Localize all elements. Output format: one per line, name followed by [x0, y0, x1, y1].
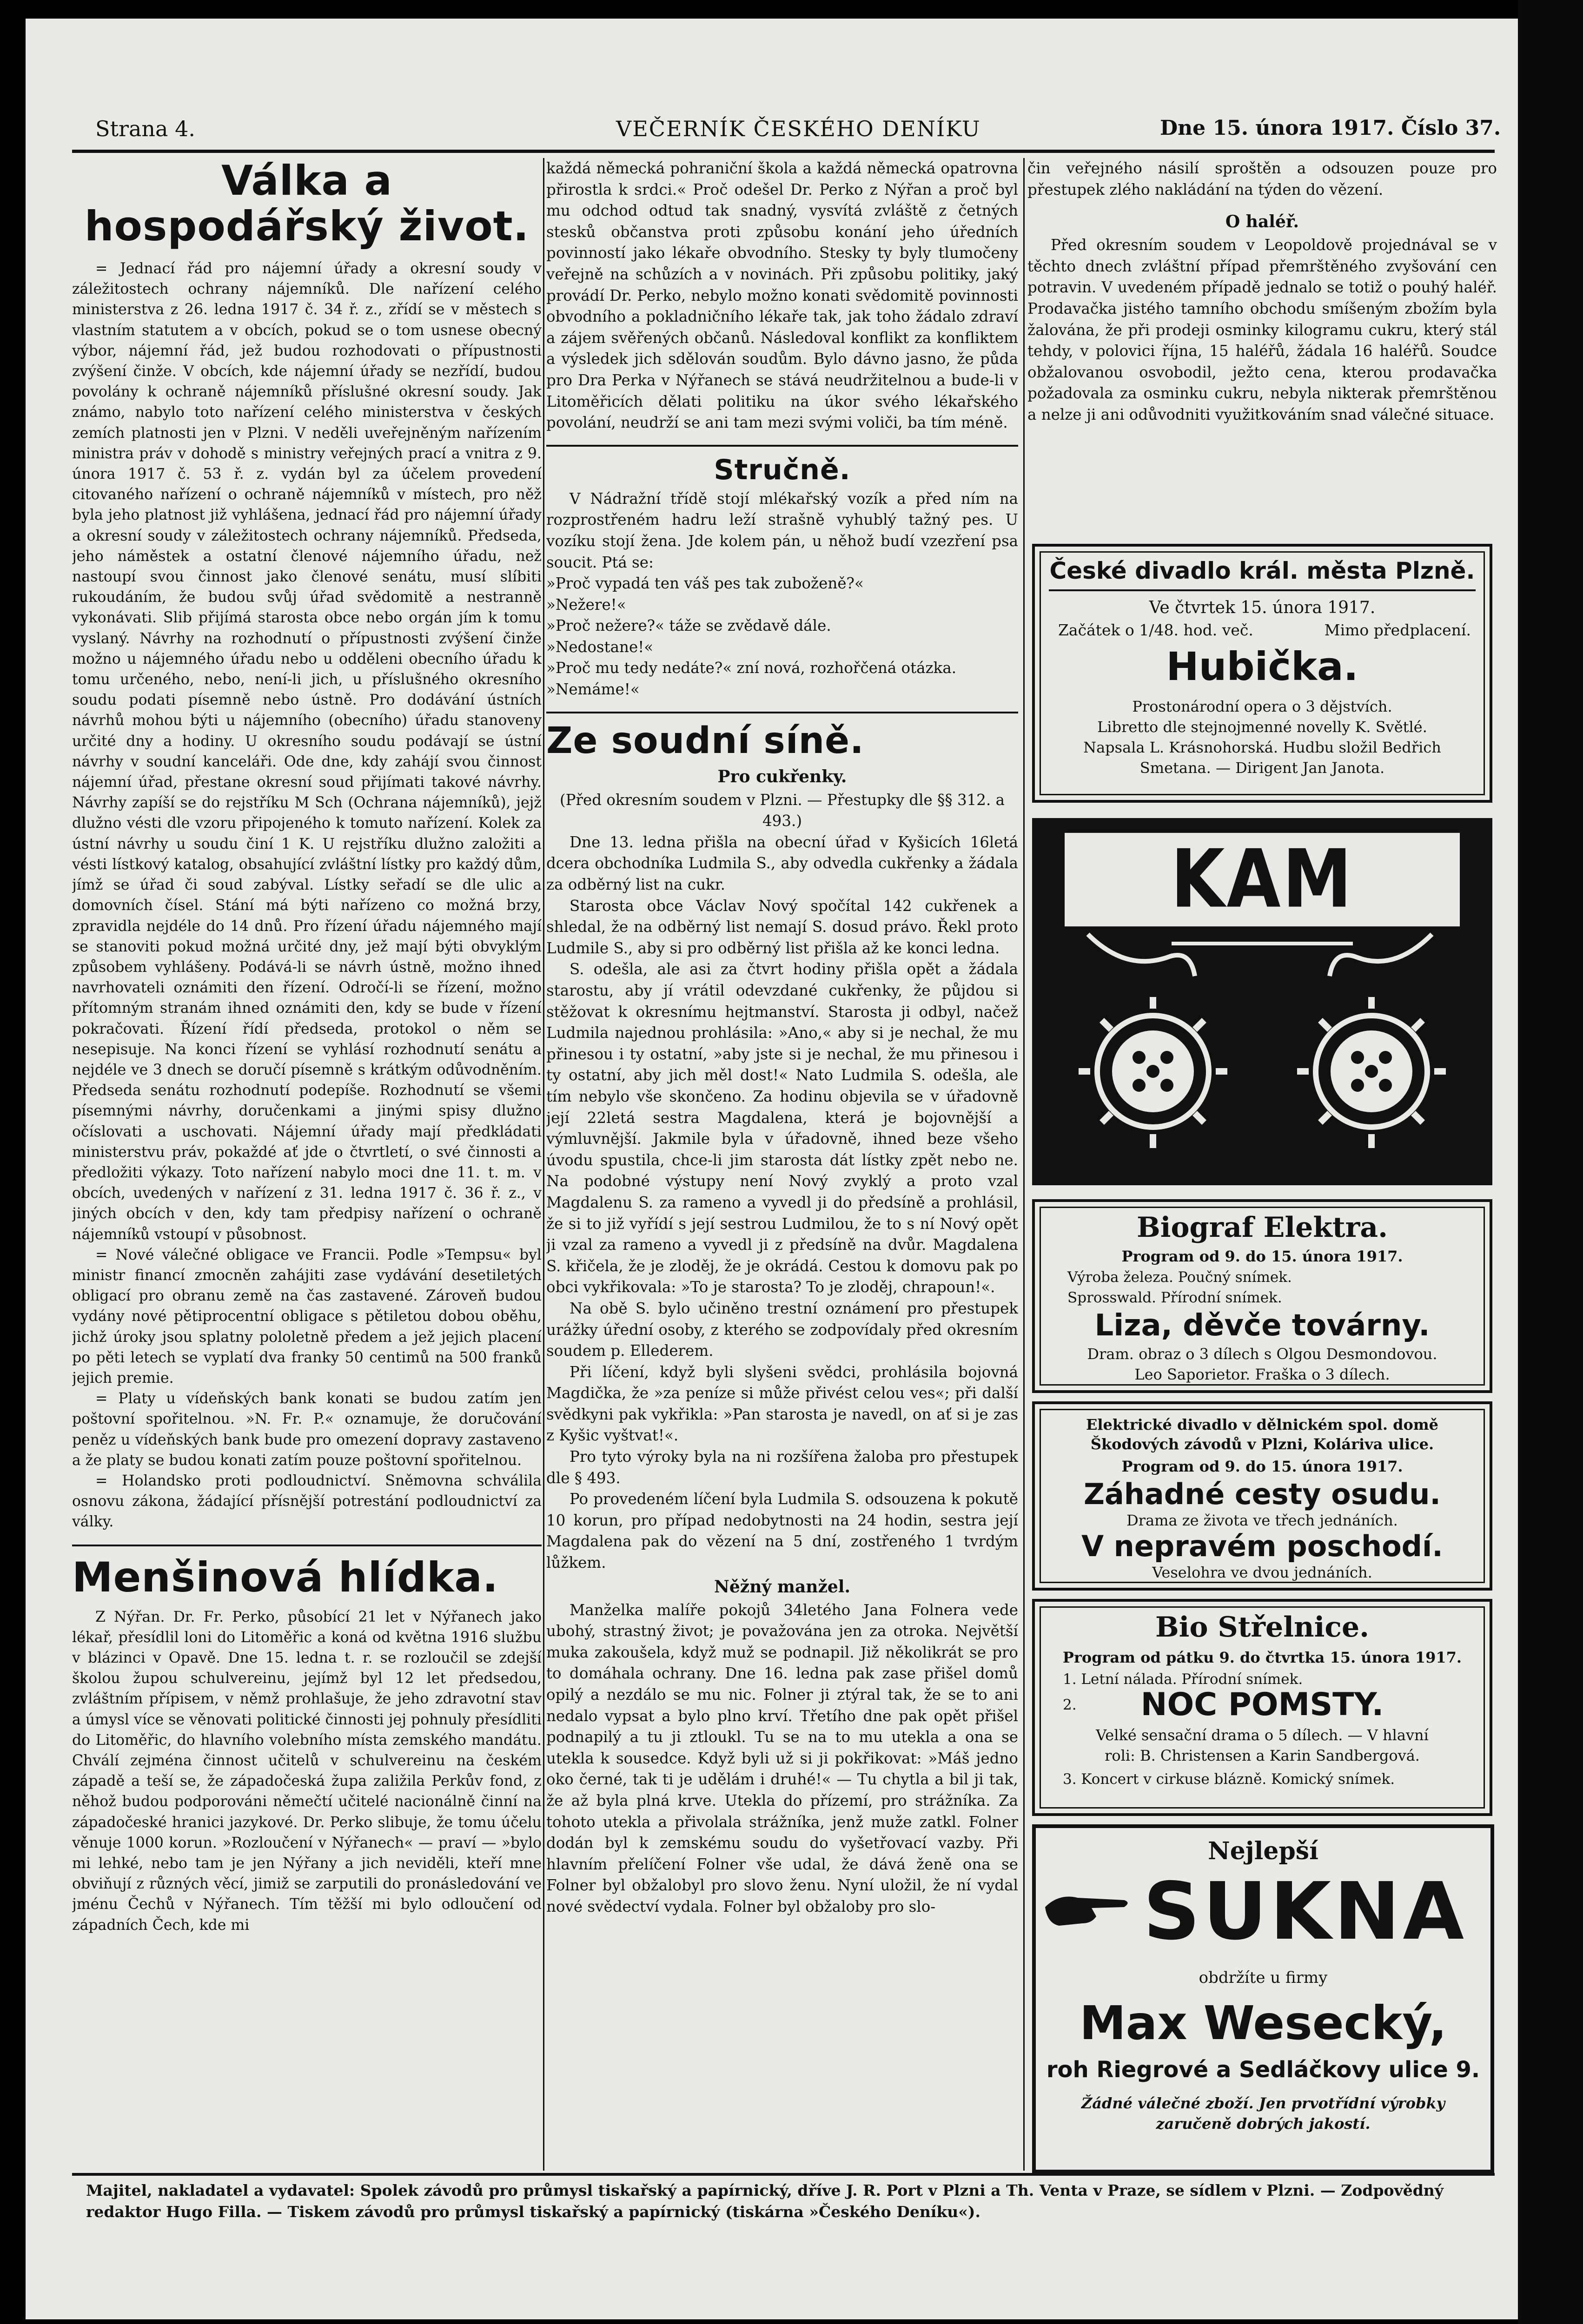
- theatre-play: Hubička.: [1166, 644, 1358, 689]
- header-rule: [72, 150, 1495, 153]
- skoda-feature: V nepravém poschodí.: [1081, 1529, 1443, 1563]
- biograf-feature: Liza, děvče továrny.: [1094, 1308, 1430, 1343]
- sukna-address: roh Riegrové a Sedláčkovy ulice 9.: [1046, 2057, 1480, 2083]
- skoda-title: Škodových závodů v Plzni, Koláriva ulice.: [1090, 1435, 1434, 1453]
- section-rule: [546, 445, 1018, 447]
- page-header: [26, 102, 1518, 144]
- theatre-desc: Libretto dle stejnojmenné novelly K. Světlé.: [1097, 718, 1427, 736]
- article-paragraph: = Platy u vídeňských bank konati se budou zatím jen poštovní spořitelnou. »N. Fr. P.« oznamuje, že doručování peněz u vídeňských bank bude pro omezení dopravy zastaveno a že platy se budou konati zatím pouze poštovní spořitelnou.: [72, 1390, 542, 1469]
- article-continuation: každá německá pohraniční škola a každá německá opatrovna přirostla k srdci.« Proč odešel Dr. Perko z Nýřan a proč byl mu odchod odtud tak snadný, vysvítá zvláště z četných stesků občanstva proti způsobu konání jeho úředních povinností jako lékaře obvodního. Stesky ty byly tlumočeny veřejně na schůzích a v novinách. Při způsobu politiky, jaký provádí Dr. Perko, nebylo možno konati svědomitě povinnosti obvodního a pokladničního lékaře tak, jak toho žádalo zdraví a zájem svěřených občanů. Následoval konflikt za konfliktem a výsledek jich sdělován soudům. Bylo dávno jasno, že půda pro Dra Perka v Nýřanech se stává neudržitelnou a bude-li v Litoměřicích dělati politiku na úkor svého lékařského povolání, neudrží se ani tam mezi svými voliči, ba tím méně.: [546, 159, 1018, 432]
- section-rule: [72, 1545, 542, 1546]
- article-paragraph: = Nové válečné obligace ve Francii. Podle »Tempsu« byl ministr financí zmocněn zahájiti zase vydávání desetiletých obligací pro obranu země na čas zastavené. Zároveň budou vydány nové pětiprocentní obligace s pětiletou dobou oběhu, jichž úroky jsou splatny pololetně předem a jež jejich placení po pěti letech se vyplatí dva franky 50 centimů na 500 franků jejich premie.: [72, 1246, 542, 1386]
- biograf-title: Biograf Elektra.: [1136, 1211, 1388, 1244]
- biograf-line: Sprosswald. Přírodní snímek.: [1067, 1289, 1282, 1306]
- ad-rule: [1049, 589, 1476, 591]
- article-paragraph: = Holandsko proti podloudnictví. Sněmovna schválila osnovu zákona, žádající přísnější potrestání podloudnictví za války.: [72, 1472, 542, 1531]
- sukna-word: SUKNA: [1143, 1866, 1467, 1958]
- newspaper-page: [26, 19, 1518, 2319]
- kam-dnes-ad: [1032, 818, 1492, 1185]
- bio-feature: NOC POMSTY.: [1140, 1686, 1384, 1723]
- husband-title: Něžný manžel.: [714, 1577, 851, 1597]
- brief-line: »Nemáme!«: [546, 680, 640, 699]
- sukna-best: Nejlepší: [1208, 1837, 1318, 1865]
- bio-line: roli: B. Christensen a Karin Sandbergová.: [1105, 1747, 1420, 1764]
- court-title: Ze soudní síně.: [546, 720, 864, 762]
- brief-line: »Proč nežere?« táže se zvědavě dále.: [546, 617, 831, 635]
- theatre-desc: Prostonárodní opera o 3 dějstvích.: [1132, 698, 1392, 715]
- article-paragraph: Manželka malíře pokojů 34letého Jana Folnera vede ubohý, strastný život; je považována jen za otroka. Největší muka zakoušela, když muž se podnapil. Již několikrát se pro to domáhala ochrany. Dne 16. ledna pak zase přišel domů opilý a nezdálo se mu nic. Folner ji ztýral tak, že se to ani nedalo vypsat a bylo plno krví. Třetího dne pak opět přišel podnapilý a tu ji ztloukl. Tu se na to mu utekla a ona se utekla k sousedce. Když byli už si ji pokřikovat: »Máš jedno oko černé, tak ti je udělám i druhé!« — Tu chytla a bil ji tak, že až byla plná krve. Utekla do přízemí, pro strážníka. Za tohoto utekla a přivolala strážníka, jenž muže zatkl. Folner dodán byl k zemskému soudu do vyšetřovací vazby. Při hlavním přelíčení Folner vše udal, že dává ženě ona se Folner byl obžalobyl pro slovo ženu. Nyní uložil, že ní vydal nové svědectví vydala. Folner byl obžaloby pro slo-: [546, 1601, 1018, 1915]
- section-rule: [546, 712, 1018, 713]
- imprint-footer: [86, 2180, 1495, 2223]
- bio-line: 1. Letní nálada. Přírodní snímek.: [1063, 1671, 1303, 1688]
- article-paragraph: = Jednací řád pro nájemní úřady a okresní soudy v záležitostech ochrany nájemníků. Dle nařízení celého ministerstva z 26. ledna 1917 č. 34 ř. z., zřídí se v městech s vlastním statutem a v obcích, pokud se o tom usnese obecný výbor, nájemní řád, jež budou rozhodovati o přípustnosti zvýšení činže. V obcích, kde nájemní úřady se nezřídí, budou povolány k ochraně nájemníků příslušné okresní soudy. Jak známo, nabylo toto nařízení celého ministerstva v českých zemích platnosti jen v Plzni. V neděli uveřejněným nařízením ministra práv v dohodě s ministry veřejných prací a vnitra z 9. února 1917 č. 53 ř. z. vydán byl za účelem provedení citovaného nařízení o ochraně nájemníků v místech, pro něž byla jeho platnost již vyhlášena, jednací řád pro nájemní úřady a okresní soudy v záležitostech ochrany nájemníků. Předseda, jeho náměstek a ostatní členové nájemního úřadu, než nastoupí svou činnost jako členové senátu, musí slíbiti rukoudáním, že budou svůj úřad svědomitě a nestranně vykonávati. Slib přijímá starosta obce nebo orgán jím k tomu vyslaný. Návrhy na rozhodnutí o přípustnosti zvýšení činže možno u nájemného úřadu nebo u odděleni obecního úřadu k tomu určeného, nebo, není-li jich, u příslušného okresního soudu podati písemně nebo ústně. Pro dodávání ústních návrhů mohou býti u nájemního (obecního) úřadu stanoveny určité dny a hodiny. U okresního soudu podávají se ústní návrhy v soudní kanceláři. Ode dne, kdy zahájí svou činnost nájemní úřad, přestane okresní soud přijímati takové návrhy. Návrhy zapíší se do rejstříku M Sch (Ochrana nájemníků), jejž dlužno vésti dle vzoru připojeného k tomuto nařízení. Kolek za ústní návrhy u soudu činí 1 K. U rejstříku dlužno založiti a vésti lístkový katalog, obsahující zvláštní lístky pro každý dům, jímž se úřad či soud zabýval. Lístky seřadí se dle ulic a domovních čísel. Stání má býti nařízeno co možná brzy, zpravidla nejdéle do 14 dnů. Pro řízení úřadu nájemného mají se stanoviti pokud možná určité dny, jež mají býti obvyklým způsobem vyhlášeny. Podává-li se návrh ústně, možno ihned navrhovateli oznámiti den řízení. Odročí-li se řízení, možno přítomným stranám ihned oznámiti den, kdy se bude v řízení pokračovati. Řízení řídí předseda, protokol o něm se nesepisuje. Na konci řízení se vyhlásí rozhodnutí senátu a nejdéle ve 3 dnech se doručí písemně s krátkým odůvodněním. Předseda senátu rozhodnutí podepíše. Rozhodnutí se všemi písemnými návrhy, doručenkami a jinými spisy dlužno očíslovati a uschovati. Nájemní úřady mají předkládati ministerstvu práv, pokaždé ať jde o čtvrtletí, o své činnosti a předložiti výkazy. Toto nařízení nabylo moci dne 11. t. m. v obcích, uvedených v nařízení z 31. ledna 1917 č. 36 ř. z., v jiných obcích v den, kdy tam předpisy nařízení o ochraně nájemníků vstoupí v působnost.: [72, 260, 542, 1243]
- theatre-title: České divadlo král. města Plzně.: [1049, 557, 1475, 584]
- imprint-text: Majitel, nakladatel a vydavatel: Spolek závodů pro průmysl tiskařský a papírnický, dříve J. R. Port v Plzni a Th. Venta v Praze, se sídlem v Plzni. — Zodpovědný redaktor Hugo Filla. — Tiskem závodů pro průmysl tiskařský a papírnický (tiskárna »Českého Deníku«).: [86, 2181, 1444, 2221]
- article-continuation: čin veřejného násilí sproštěn a odsouzen pouze pro přestupek zlého nakládání na týden do vězení.: [1027, 159, 1497, 198]
- brief-line: »Proč mu tedy nedáte?« zní nová, rozhořčená otázka.: [546, 659, 957, 677]
- bio-strelnice-ad: [1032, 1599, 1492, 1816]
- bio-line: 3. Koncert v cirkuse blázně. Komický snímek.: [1063, 1771, 1395, 1788]
- war-economy-title: Válka a hospodářský život.: [84, 158, 530, 250]
- brief-title: Stručně.: [714, 453, 851, 486]
- article-paragraph: Dne 13. ledna přišla na obecní úřad v Kyšicích 16letá dcera obchodníka Ludmila S., aby odvedla cukřenky a žádala za odběrný list na cukr.: [546, 833, 1018, 894]
- brief-line: »Nedostane!«: [546, 638, 654, 656]
- biograf-line: Výroba železa. Poučný snímek.: [1067, 1269, 1292, 1286]
- theatre-date: Ve čtvrtek 15. února 1917.: [1149, 598, 1376, 617]
- bio-title: Bio Střelnice.: [1155, 1611, 1370, 1644]
- biograf-line: Dram. obraz o 3 dílech s Olgou Desmondovou.: [1087, 1345, 1437, 1363]
- sukna-note: zaručeně dobrých jakostí.: [1156, 2115, 1371, 2133]
- bio-program: Program od pátku 9. do čtvrtka 15. února 1917.: [1062, 1649, 1462, 1666]
- article-paragraph: Pro tyto výroky byla na ni rozšířena žaloba pro přestupek dle § 493.: [546, 1448, 1018, 1487]
- issue-date: Dne 15. února 1917. Číslo 37.: [1160, 116, 1501, 140]
- masthead: VEČERNÍK ČESKÉHO DENÍKU: [616, 116, 981, 141]
- column-1: [72, 158, 542, 2171]
- lanterns-illustration: [1032, 818, 1492, 1185]
- biograf-elektra-ad: [1032, 1199, 1492, 1393]
- skoda-title: Elektrické divadlo v dělnickém spol. domě: [1086, 1416, 1439, 1433]
- theatre-mimo: Mimo předplacení.: [1324, 621, 1471, 639]
- sukna-note: Žádné válečné zboží. Jen prvotřídní výrobky: [1081, 2094, 1445, 2112]
- bio-line: Velké sensační drama o 5 dílech. — V hlavní: [1096, 1726, 1429, 1744]
- biograf-program: Program od 9. do 15. února 1917.: [1121, 1248, 1403, 1265]
- page-number: Strana 4.: [95, 116, 195, 141]
- kam-dnes-banner: KAM DNES?: [1065, 833, 1460, 926]
- skoda-desc: Veselohra ve dvou jednáních.: [1152, 1564, 1372, 1581]
- sukna-ad: [1032, 1824, 1494, 2173]
- sugar-title: Pro cukřenky.: [717, 766, 847, 786]
- sugar-subtitle: (Před okresním soudem v Plzni. — Přestupky dle §§ 312. a 493.): [559, 791, 1005, 830]
- bio-line: 2.: [1063, 1697, 1077, 1713]
- article-paragraph: Při líčení, když byli slyšeni svědci, prohlásila bojovná Magdička, že »za peníze si může přivést celou ves«; při další svědkyni pak vykřikla: »Pan starosta je navedl, on ať si je zas z Kyšic vyštvat!«.: [546, 1363, 1018, 1445]
- theatre-ad: [1032, 544, 1492, 803]
- skoda-theatre-ad: [1032, 1401, 1492, 1591]
- article-paragraph: S. odešla, ale asi za čtvrt hodiny přišla opět a žádala starostu, aby jí vrátil odevzdané cukřenky, že půjdou si stěžovat k okresnímu hejtmanství. Starosta ji odbyl, načež Ludmila najednou prohlásila: »Ano,« aby si je nechal, že mu přinesou i ty ostatní, »aby jste si je nechal, že mu přinesou i ty ostatní, aby jich měl dost!« Nato Ludmila S. odešla, ale tím nebylo vše skončeno. Za hodinu objevila se v úřadovně její 22letá sestra Magdalena, která je bojovnější a výmluvnější. Jakmile byla v úřadovně, ihned beze všeho úvodu spustila, chce-li jim starosta dát lístky zpět nebo ne. Na podobné výstupy není Nový zvyklý a proto vzal Magdalenu S. za rameno a vyvedl ji do předsíně a prohlásil, že si to již vyřídí s její sestrou Ludmilou, že to s ní Nový opět ji vzal za rameno a vyvedl ji z předsíně na dvůr. Magdalena S. křičela, že je zloděj, že je okrádá. Cestou k domovu pak po obci vykřikovala: »To je starosta? To je zloděj, chrapoun!«.: [546, 960, 1018, 1296]
- skoda-program: Program od 9. do 15. února 1917.: [1121, 1458, 1403, 1475]
- skoda-desc: Drama ze života ve třech jednáních.: [1126, 1512, 1398, 1529]
- article-paragraph: Z Nýřan. Dr. Fr. Perko, působící 21 let v Nýřanech jako lékař, přesídlil loni do Litoměřic a koná od května 1916 službu v blázinci v Opavě. Dne 15. ledna t. r. se rozloučil se zdejší školou župou schulvereinu, jejímž byl 12 let předsedou, zvláštním přípisem, v němž prohlašuje, že jeho zdravotní stav a úmysl více se věnovati politické činnosti jej pohnuly přesídliti do Litoměřic, do hlavního volebního místa zemského mandátu. Chválí zejména činnost učitelů v schulvereinu na českém západě a teší se, že západočeská župa zaližila Perkův fond, z něhož budou podporováni němečtí učitelé nacionálně činní na západočeské hranici jazykové. Dr. Perko slibuje, že tomu účelu věnuje 1000 korun. »Rozloučení v Nýřanech« — praví — »bylo mi lehké, nebo tam je jen Nýřany a jich neviděli, kteří mne obviňují z různých věcí, jimiž se zarputili do pronásledování ve jménu Čechů v Nýřanech. Tím těžší mi bylo odloučení od západních Čech, kde mi: [72, 1608, 542, 1934]
- brief-line: »Proč vypadá ten váš pes tak zuboženě?«: [546, 574, 864, 593]
- sukna-firm: Max Wesecký,: [1080, 1996, 1447, 2050]
- skoda-feature: Záhadné cesty osudu.: [1084, 1477, 1441, 1511]
- article-paragraph: Před okresním soudem v Leopoldově projednával se v těchto dnech zvláštní případ přemrštěného zvyšování cen potravin. V uvedeném případě jednalo se totiž o pouhý haléř. Prodavačka jistého tamního obchodu smíšeným zbožím byla žalována, že při prodeji osminky kilogramu cukru, který stál tehdy, v polovici října, 15 haléřů, žádala 16 haléřů. Soudce obžalovanou osvobodil, ježto cena, kterou prodavačka požadovala za osminku cukru, nebyla nikterak přemrštěnou a nelze ji ani odůvodniti využitkováním snad válečné situace.: [1027, 236, 1497, 423]
- column-2: [546, 158, 1018, 2171]
- article-paragraph: Na obě S. bylo učiněno trestní oznámení pro přestupek urážky úřední osoby, z kterého se zodpovídaly před okresním soudem p. Ellederem.: [546, 1299, 1018, 1360]
- article-paragraph: Starosta obce Václav Nový spočítal 142 cukřenek a shledal, že na odběrný list nemají S. dosud právo. Řekl proto Ludmile S., aby si pro odběrný list přišla až ke konci ledna.: [546, 897, 1018, 957]
- brief-line: »Nežere!«: [546, 595, 626, 614]
- column-rule: [543, 158, 544, 2171]
- biograf-line: Leo Saporietor. Fraška o 3 dílech.: [1134, 1366, 1390, 1383]
- brief-paragraph: V Nádražní třídě stojí mlékařský vozík a před ním na rozprostřeném hadru leží strašně vyhublý tažný pes. U vozíku stojí žena. Jde kolem pán, u něhož budí vzezření psa soucit. Ptá se:: [546, 489, 1018, 571]
- column-rule: [1023, 158, 1025, 2171]
- theatre-desc: Napsala L. Krásnohorská. Hudbu složil Bedřich: [1083, 739, 1441, 756]
- article-paragraph: Po provedeném líčení byla Ludmila S. odsouzena k pokutě 10 korun, pro případ nedobytnosti na 24 hodin, sestra její Magdalena pak do vězení na 5 dní, zostřeného 1 tvrdým lůžkem.: [546, 1490, 1018, 1572]
- halere-title: O haléř.: [1225, 212, 1299, 232]
- sukna-from: obdržíte u firmy: [1199, 1968, 1328, 1987]
- minority-watch-title: Menšinová hlídka.: [72, 1553, 499, 1601]
- theatre-desc: Smetana. — Dirigent Jan Janota.: [1139, 759, 1385, 777]
- scan-right-edge: [1518, 0, 1583, 2324]
- theatre-start: Začátek o 1/48. hod. več.: [1058, 621, 1253, 639]
